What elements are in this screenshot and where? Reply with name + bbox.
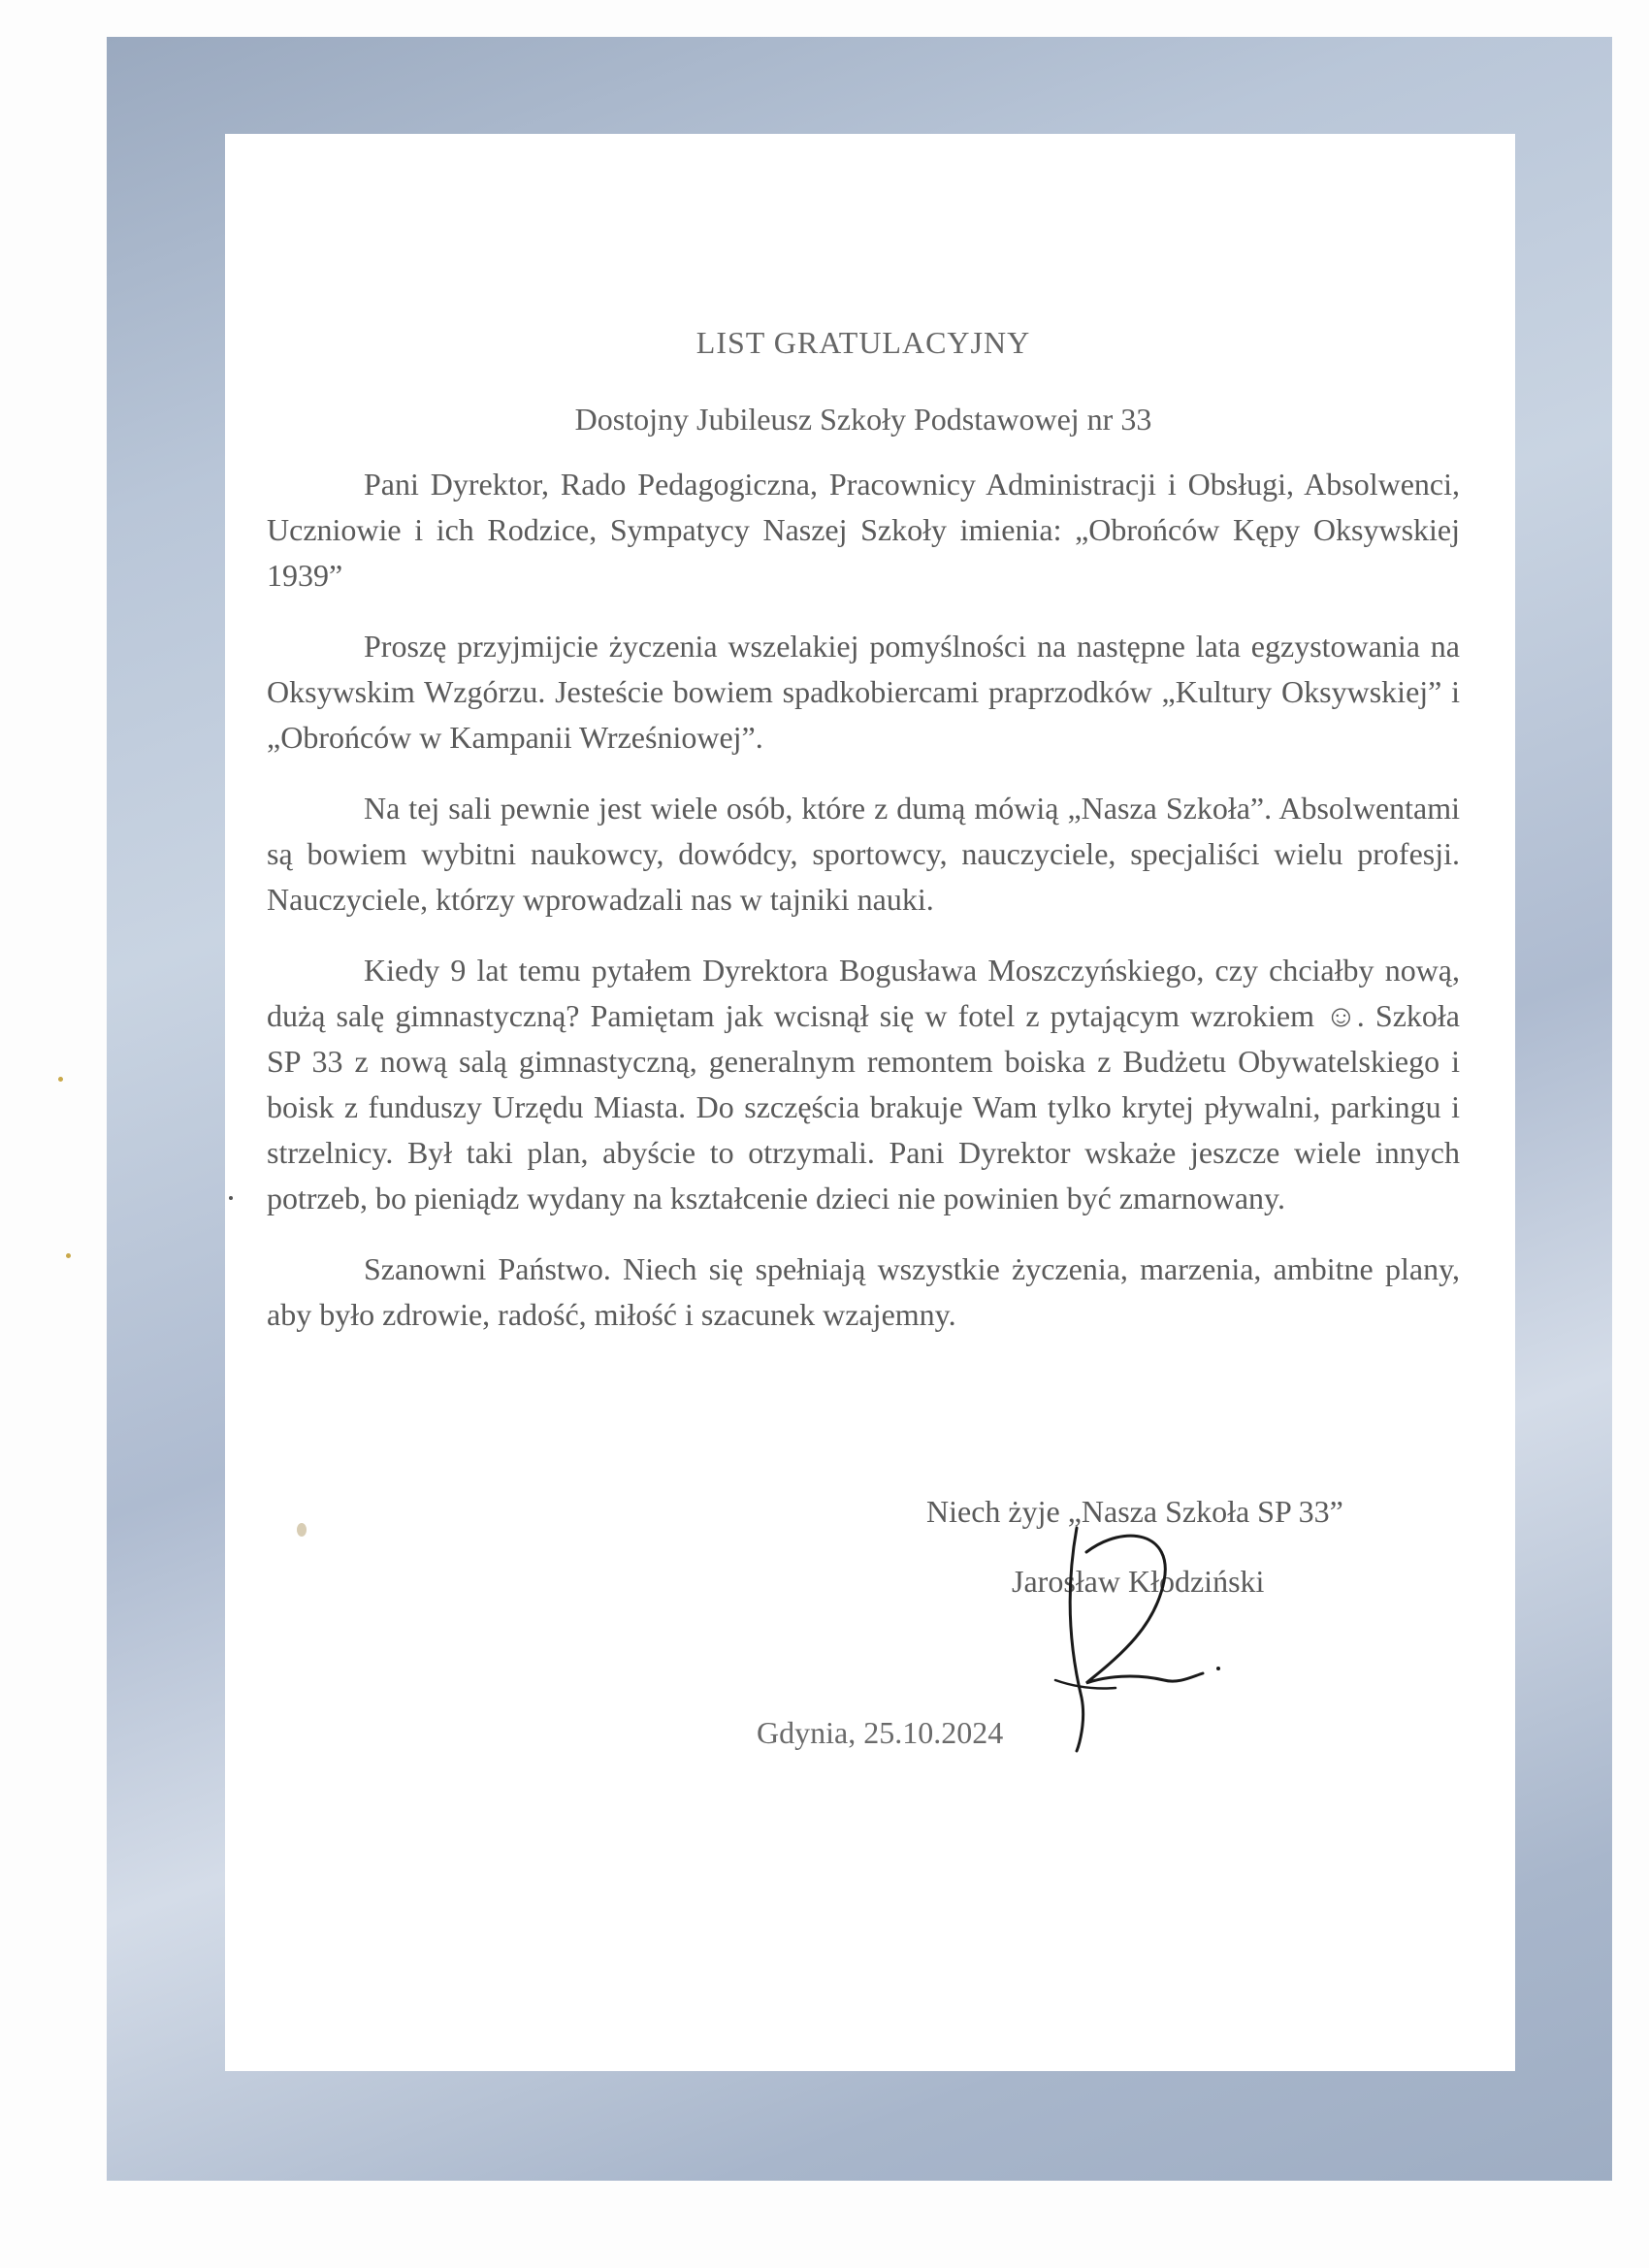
scan-speck [66, 1253, 71, 1258]
letter-subtitle: Dostojny Jubileusz Szkoły Podstawowej nr 33 [574, 402, 1152, 437]
paragraph-greeting: Pani Dyrektor, Rado Pedagogiczna, Pracownicy Administracji i Obsługi, Absolwenci, Uczniowie i ich Rodzice, Sympatycy Naszej Szkoły imienia: „Obrońców Kępy Oksywskiej 1939” [267, 467, 1460, 593]
signatory-name: Jarosław Kłodziński [1012, 1564, 1265, 1599]
paragraph-closing-wishes: Szanowni Państwo. Niech się spełniają wszystkie życzenia, marzenia, ambitne plany, aby było zdrowie, radość, miłość i szacunek wzajemny. [267, 1251, 1460, 1332]
scan-speck [297, 1523, 307, 1537]
letter-title: LIST GRATULACYJNY [695, 325, 1031, 360]
paragraph-gym: Kiedy 9 lat temu pytałem Dyrektora Bogusława Moszczyńskiego, czy chciałby nową, dużą salę gimnastyczną? Pamiętam jak wcisnął się w fotel z pytającym wzrokiem ☺. Szkoła SP 33 z nową salą gimnastyczną, generalnym remontem boiska z Budżetu Obywatelskiego i boisk z funduszy Urzędu Miasta. Do szczęścia brakuje Wam tylko krytej pływalni, parkingu i strzelnicy. Był taki plan, abyście to otrzymali. Pani Dyrektor wskaże jeszcze wiele innych potrzeb, bo pieniądz wydany na kształcenie dzieci nie powinien być zmarnowany. [267, 953, 1460, 1215]
paragraph-alumni: Na tej sali pewnie jest wiele osób, które z dumą mówią „Nasza Szkoła”. Absolwentami są bowiem wybitni naukowcy, dowódcy, sportowcy, nauczyciele, specjaliści wielu profesji. Nauczyciele, którzy wprowadzali nas w tajniki nauki. [267, 791, 1460, 917]
closing-line: Niech żyje „Nasza Szkoła SP 33” [926, 1494, 1343, 1529]
paragraph-wishes: Proszę przyjmijcie życzenia wszelakiej pomyślności na następne lata egzystowania na Oksywskim Wzgórzu. Jesteście bowiem spadkobiercami praprzodków „Kultury Oksywskiej” i „Obrońców w Kampanii Wrześniowej”. [267, 629, 1460, 755]
handwritten-signature [1048, 1513, 1242, 1756]
scan-speck [229, 1196, 233, 1200]
letter-body [267, 320, 1460, 1363]
scan-speck [58, 1077, 63, 1082]
place-date: Gdynia, 25.10.2024 [757, 1715, 1004, 1750]
